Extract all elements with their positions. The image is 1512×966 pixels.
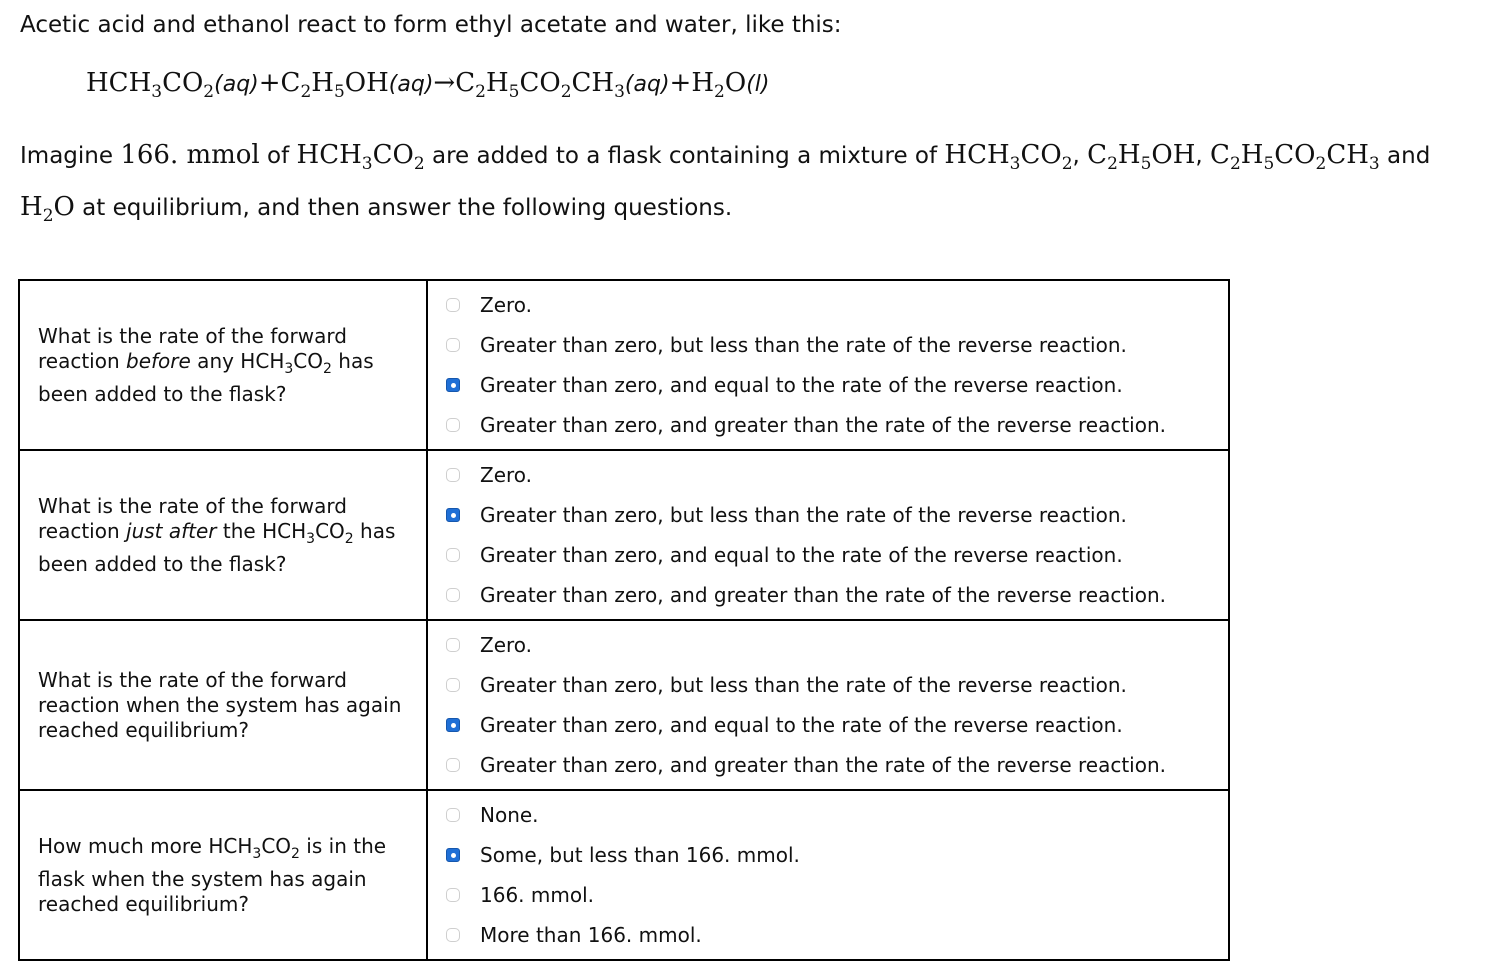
question-1: What is the rate of the forward reaction before any $HCH_3CO_2$ has been added to the flask? <box>19 280 427 450</box>
option-row[interactable] <box>428 405 1228 445</box>
option-label: Greater than zero, and greater than the rate of the reverse reaction. <box>480 413 1166 437</box>
question-2: What is the rate of the forward reaction just after the $HCH_3CO_2$ has been added to the flask? <box>19 450 427 620</box>
radio-unchecked-icon[interactable] <box>446 468 460 482</box>
option-label: Greater than zero, but less than the rate of the reverse reaction. <box>480 503 1127 527</box>
option-label: Greater than zero, but less than the rate of the reverse reaction. <box>480 673 1127 697</box>
radio-unchecked-icon[interactable] <box>446 758 460 772</box>
radio-unchecked-icon[interactable] <box>446 548 460 562</box>
chemical-equation: $HCH_3CO_2(aq)+C_2H_5OH(aq)\to C_2H_5CO_2CH_3(aq)+H_2O(l)$ <box>86 68 770 103</box>
question-4: How much more $HCH_3CO_2$ is in the flask when the system has again reached equilibrium? <box>19 790 427 960</box>
instructions-line-2: $H_2O$ at equilibrium, and then answer the following questions. <box>20 192 733 227</box>
option-row[interactable] <box>428 365 1228 405</box>
radio-unchecked-icon[interactable] <box>446 338 460 352</box>
radio-checked-icon[interactable] <box>446 848 460 862</box>
radio-checked-icon[interactable] <box>446 718 460 732</box>
radio-unchecked-icon[interactable] <box>446 678 460 692</box>
option-label: Zero. <box>480 293 533 317</box>
option-row[interactable] <box>428 455 1228 495</box>
radio-unchecked-icon[interactable] <box>446 418 460 432</box>
options-group-3 <box>428 621 1228 789</box>
question-3: What is the rate of the forward reaction when the system has again reached equilibrium? <box>19 620 427 790</box>
option-label: Some, but less than 166. mmol. <box>480 843 800 867</box>
option-label: None. <box>480 803 539 827</box>
option-row[interactable] <box>428 835 1228 875</box>
options-group-2 <box>428 451 1228 619</box>
radio-unchecked-icon[interactable] <box>446 638 460 652</box>
option-row[interactable] <box>428 495 1228 535</box>
option-label: Greater than zero, and equal to the rate of the reverse reaction. <box>480 543 1123 567</box>
option-label: Greater than zero, but less than the rate of the reverse reaction. <box>480 333 1127 357</box>
option-row[interactable] <box>428 875 1228 915</box>
radio-unchecked-icon[interactable] <box>446 888 460 902</box>
radio-unchecked-icon[interactable] <box>446 588 460 602</box>
option-row[interactable] <box>428 745 1228 785</box>
reaction-arrow-icon: → <box>433 68 456 98</box>
option-row[interactable] <box>428 535 1228 575</box>
instructions-line-1: Imagine 166. mmol of $HCH_3CO_2$ are added to a flask containing a mixture of $HCH_3CO_2$, $C_2H_5OH$, $C_2H_5CO_2CH_3$ and <box>20 140 1431 175</box>
option-row[interactable] <box>428 575 1228 615</box>
options-group-4 <box>428 791 1228 959</box>
option-row[interactable] <box>428 665 1228 705</box>
intro-text: Acetic acid and ethanol react to form ethyl acetate and water, like this: <box>20 12 842 38</box>
option-row[interactable] <box>428 795 1228 835</box>
option-row[interactable] <box>428 915 1228 955</box>
radio-checked-icon[interactable] <box>446 508 460 522</box>
option-row[interactable] <box>428 625 1228 665</box>
radio-unchecked-icon[interactable] <box>446 298 460 312</box>
radio-unchecked-icon[interactable] <box>446 808 460 822</box>
option-label: Zero. <box>480 463 533 487</box>
option-label: 166. mmol. <box>480 883 595 907</box>
option-row[interactable] <box>428 325 1228 365</box>
option-row[interactable] <box>428 705 1228 745</box>
option-label: Greater than zero, and greater than the rate of the reverse reaction. <box>480 583 1166 607</box>
option-label: Zero. <box>480 633 533 657</box>
option-row[interactable] <box>428 285 1228 325</box>
option-label: Greater than zero, and greater than the rate of the reverse reaction. <box>480 753 1166 777</box>
radio-unchecked-icon[interactable] <box>446 928 460 942</box>
radio-checked-icon[interactable] <box>446 378 460 392</box>
question-table <box>18 279 1230 961</box>
option-label: Greater than zero, and equal to the rate of the reverse reaction. <box>480 713 1123 737</box>
option-label: Greater than zero, and equal to the rate of the reverse reaction. <box>480 373 1123 397</box>
option-label: More than 166. mmol. <box>480 923 702 947</box>
options-group-1 <box>428 281 1228 449</box>
